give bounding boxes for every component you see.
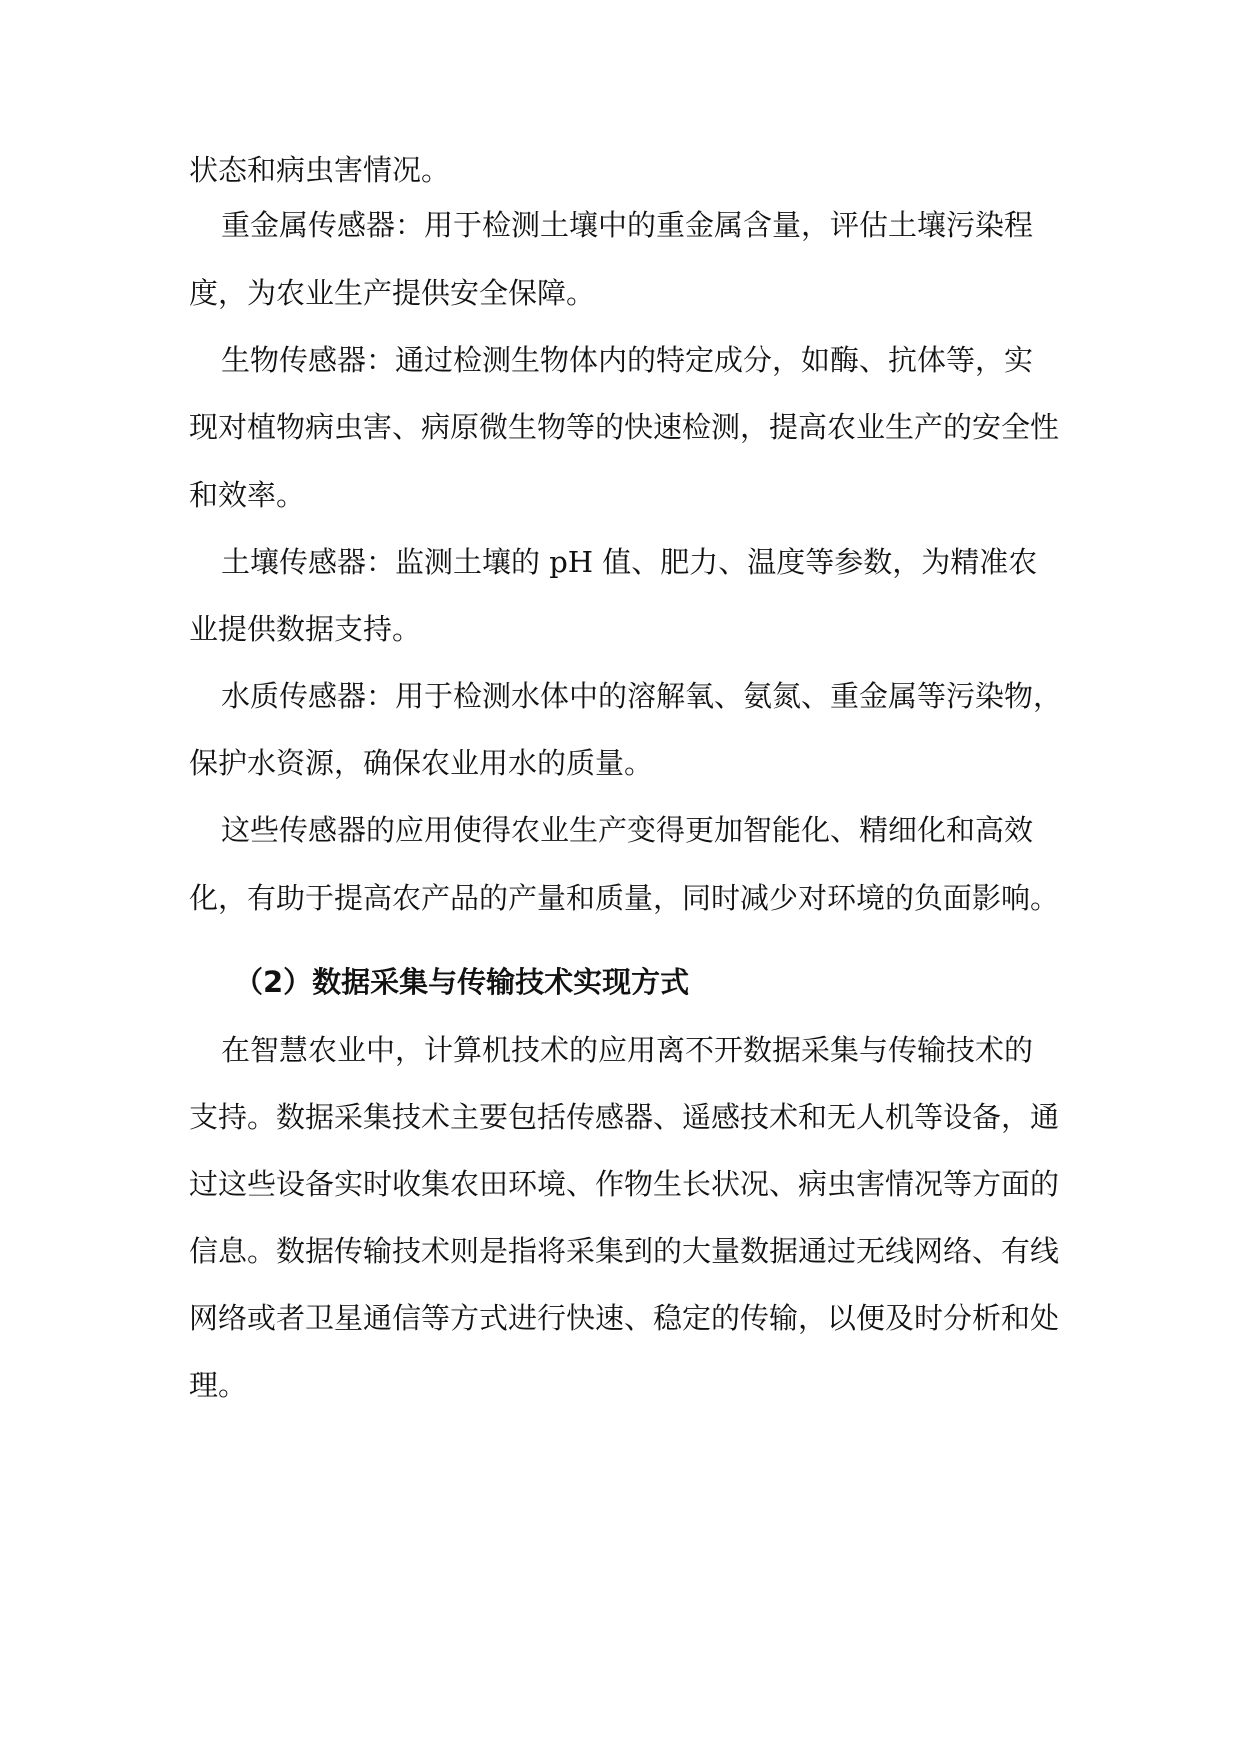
text-line: 状态和病虫害情况。 <box>189 153 451 187</box>
text-line: 土壤传感器：监测土壤的 pH 值、肥力、温度等参数，为精准农 <box>221 545 1038 579</box>
text-line: 重金属传感器：用于检测土壤中的重金属含量，评估土壤污染程 <box>221 208 1034 242</box>
text-line: 保护水资源，确保农业用水的质量。 <box>189 746 654 780</box>
text-line: 现对植物病虫害、病原微生物等的快速检测，提高农业生产的安全性 <box>189 410 1060 444</box>
text-line: 支持。数据采集技术主要包括传感器、遥感技术和无人机等设备，通 <box>189 1100 1060 1134</box>
text-line: 理。 <box>189 1368 248 1402</box>
text-line: 生物传感器：通过检测生物体内的特定成分，如酶、抗体等，实 <box>221 343 1034 377</box>
section-heading: （2）数据采集与传输技术实现方式 <box>234 965 690 999</box>
text-line: 水质传感器：用于检测水体中的溶解氧、氨氮、重金属等污染物， <box>221 679 1063 713</box>
text-line: 业提供数据支持。 <box>189 612 422 646</box>
text-line: 这些传感器的应用使得农业生产变得更加智能化、精细化和高效 <box>221 813 1034 847</box>
text-line: 过这些设备实时收集农田环境、作物生长状况、病虫害情况等方面的 <box>189 1167 1060 1201</box>
text-line: 信息。数据传输技术则是指将采集到的大量数据通过无线网络、有线 <box>189 1234 1060 1268</box>
text-line: 和效率。 <box>189 478 306 512</box>
text-line: 度，为农业生产提供安全保障。 <box>189 276 596 310</box>
text-line: 化，有助于提高农产品的产量和质量，同时减少对环境的负面影响。 <box>189 881 1060 915</box>
text-line: 网络或者卫星通信等方式进行快速、稳定的传输，以便及时分析和处 <box>189 1301 1060 1335</box>
text-line: 在智慧农业中，计算机技术的应用离不开数据采集与传输技术的 <box>221 1033 1034 1067</box>
